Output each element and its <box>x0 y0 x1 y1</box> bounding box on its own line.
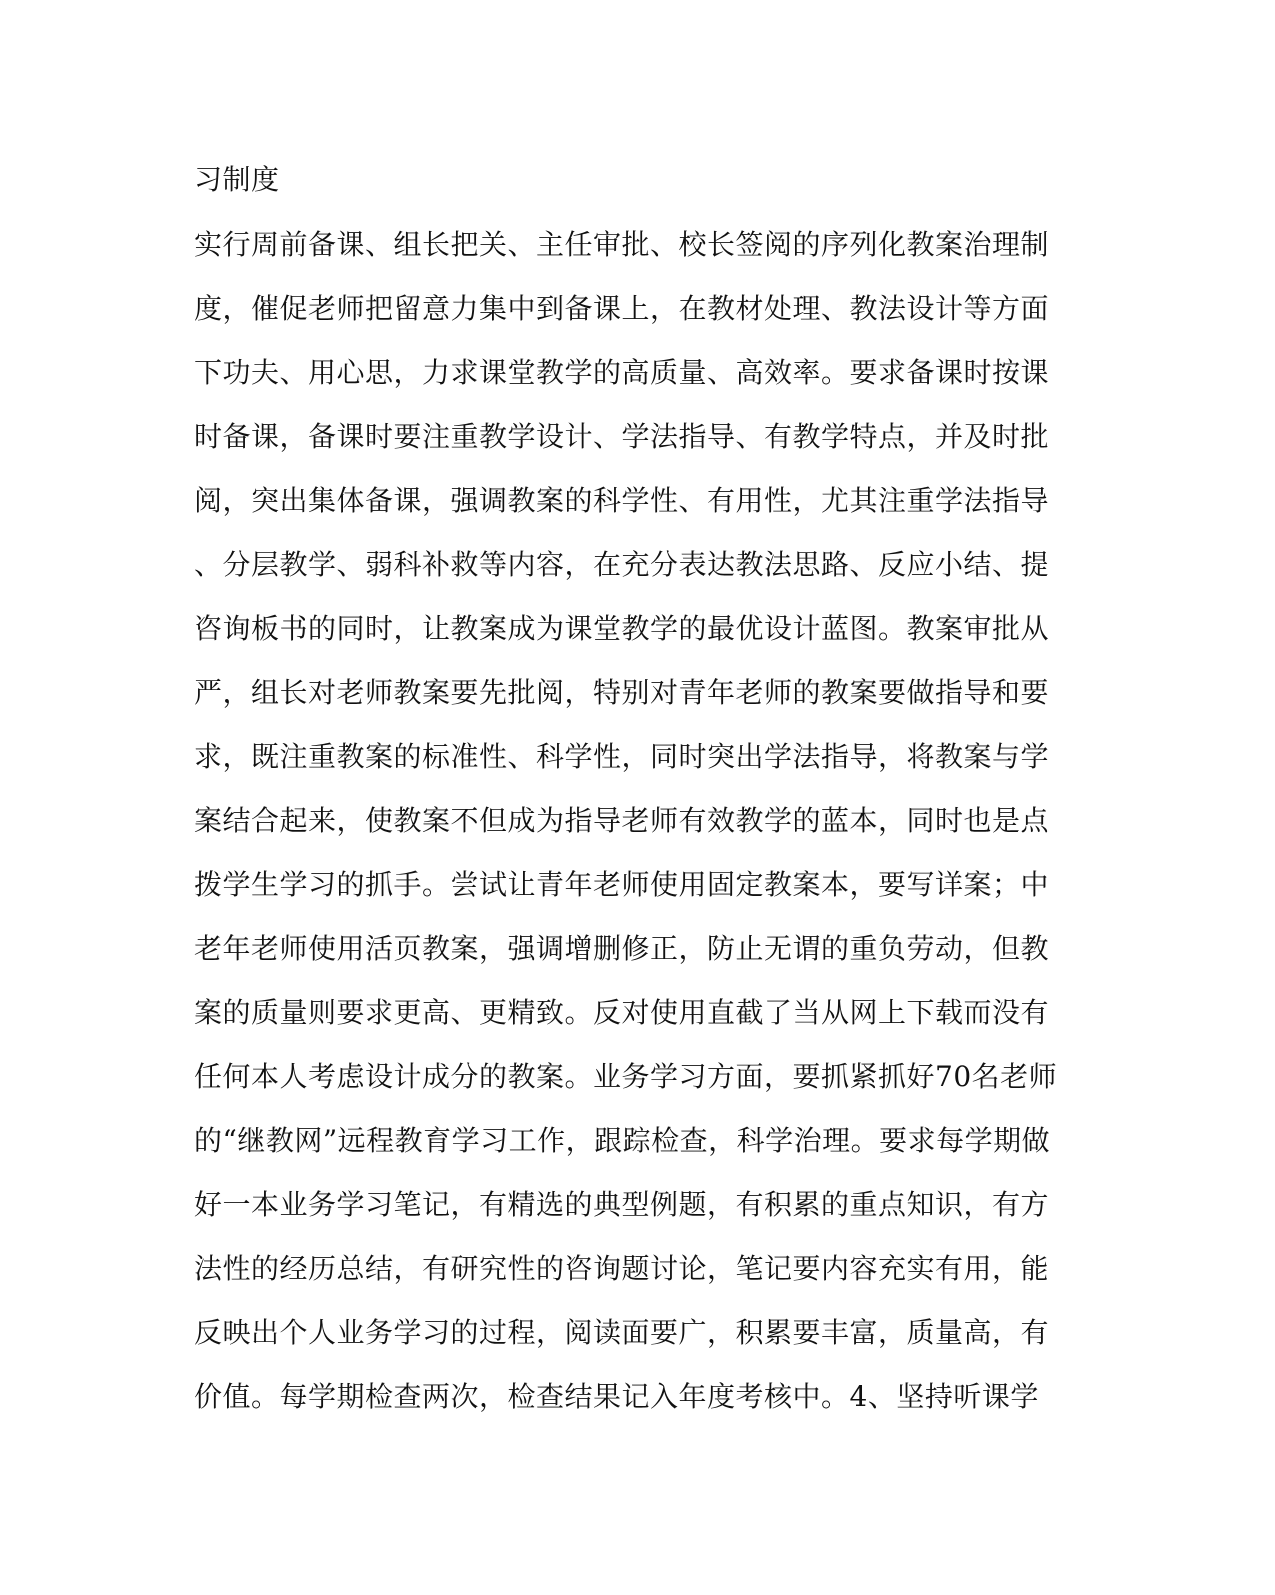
body-line: 咨询板书的同时，让教案成为课堂教学的最优设计蓝图。教案审批从 <box>194 612 1050 645</box>
body-line: 阅，突出集体备课，强调教案的科学性、有用性，尤其注重学法指导 <box>194 484 1050 517</box>
body-line: 价值。每学期检查两次，检查结果记入年度考核中。4、坚持听课学 <box>194 1380 1039 1413</box>
body-line: 度，催促老师把留意力集中到备课上，在教材处理、教法设计等方面 <box>194 292 1050 325</box>
body-line: 严，组长对老师教案要先批阅，特别对青年老师的教案要做指导和要 <box>194 676 1050 709</box>
body-line: 案的质量则要求更高、更精致。反对使用直截了当从网上下载而没有 <box>194 996 1050 1029</box>
body-line: 、分层教学、弱科补救等内容，在充分表达教法思路、反应小结、提 <box>194 548 1050 581</box>
body-line: 好一本业务学习笔记，有精选的典型例题，有积累的重点知识，有方 <box>194 1188 1050 1221</box>
body-line: 老年老师使用活页教案，强调增删修正，防止无谓的重负劳动，但教 <box>194 932 1050 965</box>
body-line: 实行周前备课、组长把关、主任审批、校长签阅的序列化教案治理制 <box>194 228 1050 261</box>
body-line: 时备课，备课时要注重教学设计、学法指导、有教学特点，并及时批 <box>194 420 1050 453</box>
body-line: 下功夫、用心思，力求课堂教学的高质量、高效率。要求备课时按课 <box>194 356 1050 389</box>
section-heading: 习制度 <box>194 163 280 196</box>
body-line: 案结合起来，使教案不但成为指导老师有效教学的蓝本，同时也是点 <box>194 804 1050 837</box>
body-line: 的“继教网”远程教育学习工作，跟踪检查，科学治理。要求每学期做 <box>194 1124 1051 1157</box>
body-line: 任何本人考虑设计成分的教案。业务学习方面，要抓紧抓好70名老师 <box>194 1060 1058 1093</box>
body-line: 求，既注重教案的标准性、科学性，同时突出学法指导，将教案与学 <box>194 740 1050 773</box>
body-line: 反映出个人业务学习的过程，阅读面要广，积累要丰富，质量高，有 <box>194 1316 1050 1349</box>
body-line: 拨学生学习的抓手。尝试让青年老师使用固定教案本，要写详案；中 <box>194 868 1050 901</box>
body-line: 法性的经历总结，有研究性的咨询题讨论，笔记要内容充实有用，能 <box>194 1252 1050 1285</box>
